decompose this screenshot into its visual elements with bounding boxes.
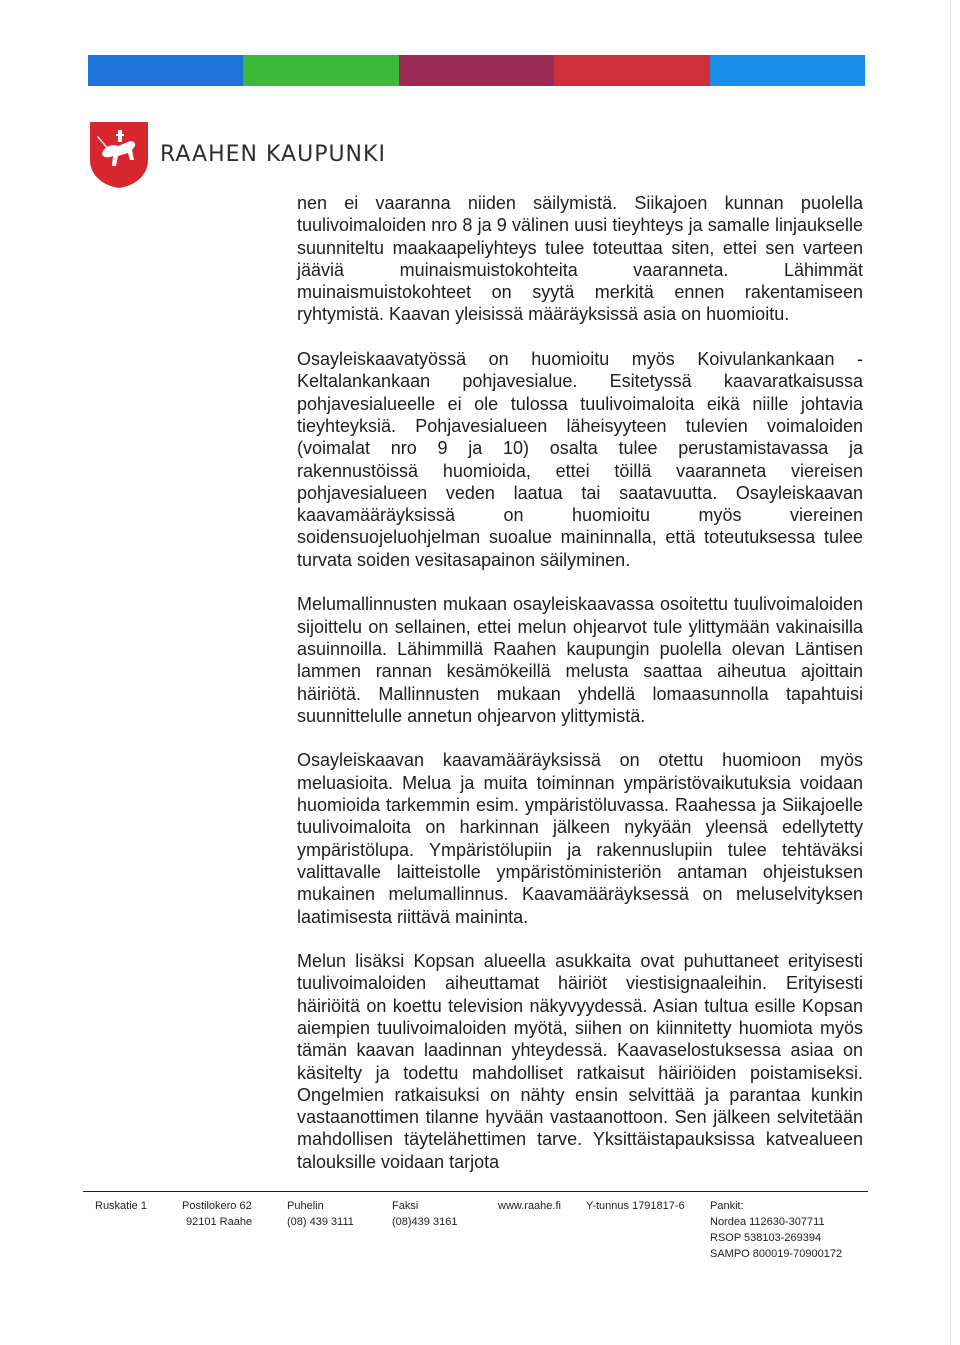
footer-banks-label: Pankit: — [710, 1200, 744, 1212]
organization-name: RAAHEN KAUPUNKI — [160, 142, 386, 167]
footer-phone-label: Puhelin — [287, 1200, 324, 1212]
footer-divider — [83, 1191, 868, 1192]
color-band-segment — [399, 55, 554, 86]
scan-edge-line — [950, 0, 951, 1345]
body-paragraph: Osayleiskaavan kaavamääräyksissä on otettu huomioon myös meluasioita. Melua ja muita toiminnan ympäristövaikutuksia voidaan huomioida tarkemmin esim. ympäristöluvassa. Raahessa ja Siikajoelle tuulivoimaloita on harkinnan jälkeen nykyään yleensä edellytetty ympäristölupa. Ympäristölupiin ja rakennuslupiin tulee tehtäväksi valittavalle laitteistolle ympäristöministeriön antaman ohjeistuksen mukainen melumallinnus. Kaavamääräyksessä on meluselvityksen laatimisesta riittävä maininta. — [297, 750, 863, 927]
body-paragraph: Melun lisäksi Kopsan alueella asukkaita ovat puhuttaneet erityisesti tuulivoimaloiden aiheuttamat häiriöt viestisignaaleihin. Erityisesti häiriöitä on koettu television näkyvyydessä. Asian tultua esille Kopsan aiempien tuulivoimaloiden myötä, siihen on kiinnitetty huomiota myös tämän kaavan laadinnan yhteydessä. Kaavaselostuksessa asiaa on käsitelty ja todettu mahdolliset ratkaisut häiriöiden poistamiseksi. Ongelmien ratkaisuksi on nähty ensin selvittää ja parantaa kunkin vastaanottimen tilanne hyvään vastaanottoon. Sen jälkeen selvitetään mahdollisen täytelähettimen tarve. Yksittäistapauksissa katvealueen talouksille voidaan tarjota — [297, 951, 863, 1172]
footer-fax — [392, 1198, 457, 1230]
footer-website-link[interactable]: www.raahe.fi — [498, 1200, 561, 1212]
body-paragraph: Melumallinnusten mukaan osayleiskaavassa osoitettu tuulivoimaloiden sijoittelu on sellainen, ettei melun ohjearvot tule ylittymään vakinaisilla asuinnoilla. Lähimmillä Raahen kaupungin puolella olevan Läntisen lammen rannan kesämökeillä melusta saattaa aiheutua ajoittain häiriötä. Mallinnusten mukaan yhdellä lomaasunnolla tapahtuisi suunnittelulle annetun ohjearvon ylittymistä. — [297, 594, 863, 726]
footer-postbox: Postilokero 62 — [182, 1200, 252, 1212]
header-color-band — [88, 55, 865, 86]
footer-bank-account: Nordea 112630-307711 — [710, 1216, 825, 1228]
footer-postal — [182, 1198, 252, 1230]
color-band-segment — [243, 55, 398, 86]
body-paragraph: Osayleiskaavatyössä on huomioitu myös Koivulankankaan - Keltalankankaan pohjavesialue. Esitetyssä kaavaratkaisussa pohjavesialueelle ei ole tulossa tuulivoimaloita eikä niille johtavia tieyhteyksiä. Pohjavesialueen läheisyyteen tulevien voimaloiden (voimalat nro 9 ja 10) osalta tulee perustamistavassa ja rakennustöissä huomioida, ettei töillä vaaranneta viereisen pohjavesialueen veden laatua tai saatavuutta. Osayleiskaavan kaavamääräyksissä on huomioitu myös viereinen soidensuojeluohjelman suoalue maininnalla, että toteutuksessa tulee turvata soiden vesitasapainon säilyminen. — [297, 349, 863, 570]
footer-business-id — [586, 1198, 685, 1214]
footer-business-id-text: Y-tunnus 1791817-6 — [586, 1200, 685, 1212]
footer-address — [95, 1198, 147, 1214]
city-crest-icon — [88, 120, 150, 190]
footer-bank-account: SAMPO 800019-70900172 — [710, 1248, 843, 1260]
footer-postcode: 92101 Raahe — [186, 1216, 253, 1228]
color-band-segment — [554, 55, 709, 86]
footer-banks — [710, 1198, 842, 1262]
letter-body — [297, 192, 863, 1173]
footer-phone — [287, 1198, 354, 1230]
footer-fax-label: Faksi — [392, 1200, 419, 1212]
footer-street: Ruskatie 1 — [95, 1200, 147, 1212]
color-band-segment — [88, 55, 243, 86]
footer-fax-number: (08)439 3161 — [392, 1216, 458, 1228]
footer-web — [498, 1198, 561, 1214]
color-band-segment — [710, 55, 865, 86]
footer-bank-account: RSOP 538103-269394 — [710, 1232, 822, 1244]
footer-phone-number: (08) 439 3111 — [287, 1216, 354, 1228]
body-paragraph: nen ei vaaranna niiden säilymistä. Siikajoen kunnan puolella tuulivoimaloiden nro 8 ja 9 välinen uusi tieyhteys ja samalle linjaukselle suunniteltu maakaapeliyhteys tulee toteuttaa siten, ettei sen varteen jääviä muinaismuistokohteita vaaranneta. Lähimmät muinaismuistokohteet on syytä merkitä ennen rakentamiseen ryhtymistä. Kaavan yleisissä määräyksissä asia on huomioitu. — [297, 193, 863, 325]
